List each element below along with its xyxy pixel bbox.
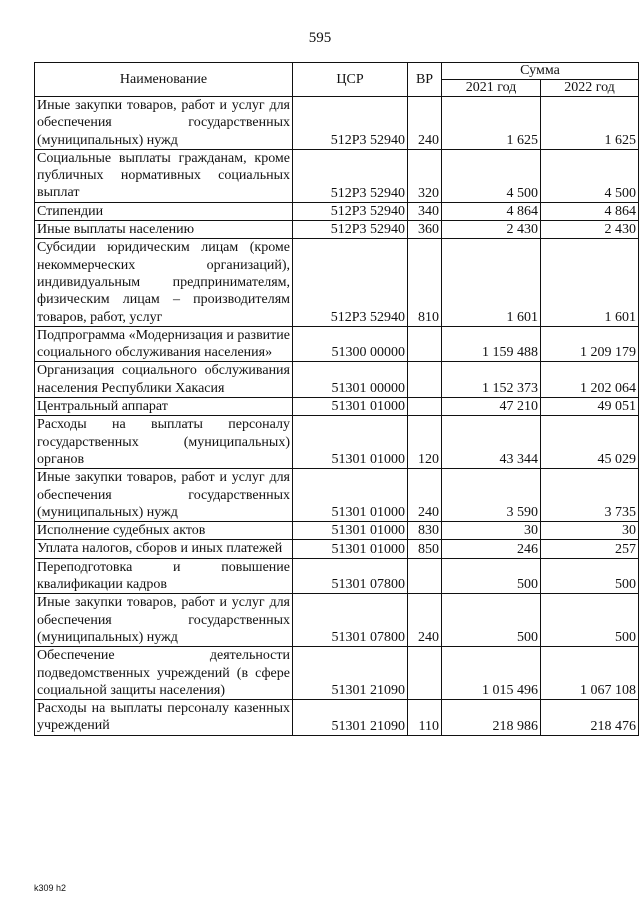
row-vr [408,362,442,398]
row-2022: 1 209 179 [541,326,639,362]
row-name: Центральный аппарат [35,398,293,416]
row-name: Иные закупки товаров, работ и услуг для обеспечения государственных (муниципальных) нужд [35,469,293,522]
row-csr: 512P3 52940 [293,149,408,202]
row-vr: 240 [408,97,442,150]
row-2021: 3 590 [442,469,541,522]
row-name: Стипендии [35,202,293,220]
row-2022: 500 [541,558,639,594]
row-2021: 1 015 496 [442,647,541,700]
table-row [35,594,639,647]
row-vr [408,647,442,700]
row-2022: 257 [541,540,639,558]
row-csr: 51301 00000 [293,362,408,398]
row-vr: 320 [408,149,442,202]
row-vr: 240 [408,469,442,522]
row-name: Иные закупки товаров, работ и услуг для обеспечения государственных (муниципальных) нужд [35,594,293,647]
row-csr: 512P3 52940 [293,202,408,220]
row-name: Переподготовка и повышение квалификации кадров [35,558,293,594]
table-row [35,647,639,700]
row-2022: 1 601 [541,239,639,326]
row-csr: 51301 21090 [293,700,408,736]
row-2021: 2 430 [442,221,541,239]
row-2021: 43 344 [442,416,541,469]
table-row [35,700,639,736]
table-row [35,416,639,469]
row-2021: 1 625 [442,97,541,150]
row-2022: 1 625 [541,97,639,150]
row-vr [408,326,442,362]
row-csr: 51301 01000 [293,522,408,540]
row-name: Социальные выплаты гражданам, кроме публичных нормативных социальных выплат [35,149,293,202]
row-csr: 51301 01000 [293,540,408,558]
footer-code: k309 h2 [34,883,67,893]
row-2022: 30 [541,522,639,540]
row-vr: 120 [408,416,442,469]
table-row [35,469,639,522]
row-csr: 512P3 52940 [293,221,408,239]
row-2021: 1 152 373 [442,362,541,398]
table-row [35,522,639,540]
table-row [35,221,639,239]
table-row [35,540,639,558]
row-2022: 45 029 [541,416,639,469]
table-row [35,97,639,150]
row-2022: 4 864 [541,202,639,220]
row-2022: 500 [541,594,639,647]
row-2022: 4 500 [541,149,639,202]
row-name: Организация социального обслуживания населения Республики Хакасия [35,362,293,398]
row-vr [408,558,442,594]
row-2021: 47 210 [442,398,541,416]
row-2021: 500 [442,594,541,647]
row-vr: 240 [408,594,442,647]
table-row [35,398,639,416]
row-2022: 49 051 [541,398,639,416]
row-vr [408,398,442,416]
header-sum: Сумма [442,63,639,80]
row-name: Иные выплаты населению [35,221,293,239]
row-csr: 512P3 52940 [293,97,408,150]
row-vr: 810 [408,239,442,326]
row-2022: 1 202 064 [541,362,639,398]
row-2021: 1 159 488 [442,326,541,362]
row-csr: 51301 01000 [293,416,408,469]
row-2021: 1 601 [442,239,541,326]
row-2022: 218 476 [541,700,639,736]
table-row [35,558,639,594]
table-row [35,202,639,220]
row-name: Исполнение судебных актов [35,522,293,540]
row-vr: 340 [408,202,442,220]
table-row [35,362,639,398]
row-2021: 246 [442,540,541,558]
row-csr: 51300 00000 [293,326,408,362]
row-2021: 500 [442,558,541,594]
header-vr: ВР [408,63,442,97]
table-row [35,326,639,362]
budget-table [34,62,639,736]
row-2021: 4 864 [442,202,541,220]
row-2022: 1 067 108 [541,647,639,700]
row-csr: 51301 07800 [293,594,408,647]
header-name: Наименование [35,63,293,97]
row-vr: 850 [408,540,442,558]
row-csr: 512P3 52940 [293,239,408,326]
header-csr: ЦСР [293,63,408,97]
table-row [35,239,639,326]
row-name: Расходы на выплаты персоналу государственных (муниципальных) органов [35,416,293,469]
row-2022: 2 430 [541,221,639,239]
page-number: 595 [308,30,332,46]
row-csr: 51301 01000 [293,469,408,522]
row-name: Субсидии юридическим лицам (кроме некоммерческих организаций), индивидуальным предпринимателям, физическим лицам – производителям товаров, работ, услуг [35,239,293,326]
row-2021: 30 [442,522,541,540]
row-name: Уплата налогов, сборов и иных платежей [35,540,293,558]
row-csr: 51301 01000 [293,398,408,416]
row-name: Обеспечение деятельности подведомственных учреждений (в сфере социальной защиты населения) [35,647,293,700]
row-name: Расходы на выплаты персоналу казенных учреждений [35,700,293,736]
header-2022: 2022 год [541,80,639,97]
row-vr: 830 [408,522,442,540]
row-name: Подпрограмма «Модернизация и развитие социального обслуживания населения» [35,326,293,362]
row-2021: 218 986 [442,700,541,736]
row-vr: 360 [408,221,442,239]
header-2021: 2021 год [442,80,541,97]
row-name: Иные закупки товаров, работ и услуг для обеспечения государственных (муниципальных) нужд [35,97,293,150]
row-csr: 51301 21090 [293,647,408,700]
row-2022: 3 735 [541,469,639,522]
row-2021: 4 500 [442,149,541,202]
table-row [35,149,639,202]
row-csr: 51301 07800 [293,558,408,594]
row-vr: 110 [408,700,442,736]
